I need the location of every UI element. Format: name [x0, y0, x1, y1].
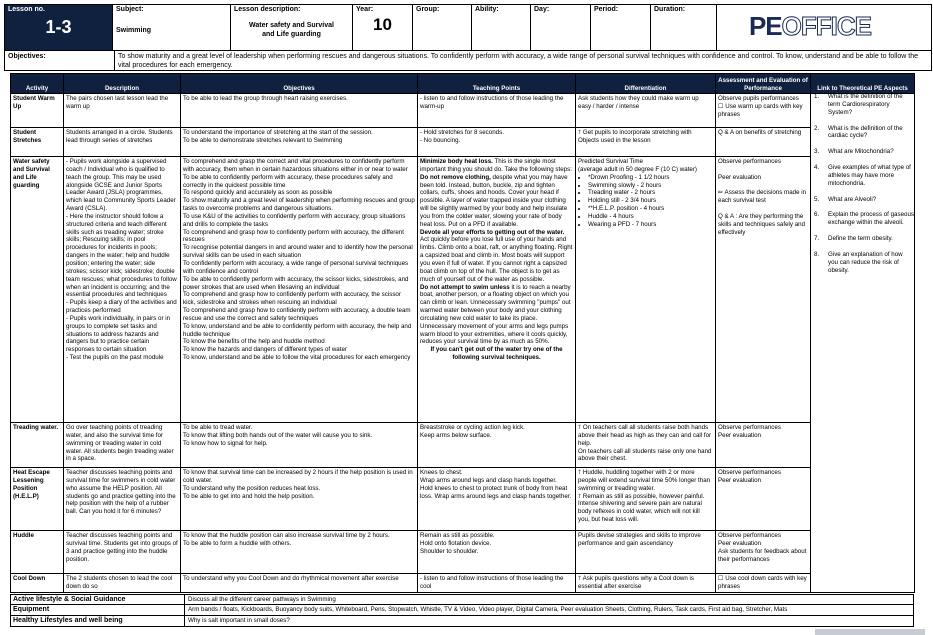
table-row [11, 574, 915, 593]
period-cell [591, 5, 651, 50]
assessment-cell: Q & A on benefits of stretching [716, 128, 811, 157]
objectives-cell: To comprehend and grasp the correct and vital procedures to confidently perform with accuracy, them when in certain hazardous situations either in or near to water To be able to confidently perform with accuracy, these procedures safely and correctly in the quickest possible time To respond quickly and accurately as soon as possible To show maturity and a great level of leadership when performing rescues and group tasks to overcome problems and dangerous situations. To use K&U of the activities to confidently perform with accuracy, group situations and drills to complete the tasks To comprehend and grasp how to confidently perform with accuracy, the different rescues To recognise potential dangers in and around water and to identify how the personal survival skills can be used in each situation To confidently perform with accuracy, a wide range of personal survival techniques with confidence and control To be able to confidently perform with accuracy, the scissor kicks, sidestrokes, and power strokes that are used when lifesaving an individual To comprehend and grasp how to confidently perform with accuracy, the scissor kick, sidestroke and strokes when rescuing an individual To comprehend and grasp how to confidently perform with accuracy, a double team rescue and use the correct and safety techniques To know, understand and be able to confidently perform with accuracy, the help and huddle technique To know the benefits of the help and huddle method To know the hazards and dangers of different types of water To know, understand and be able to follow the vital procedures for each emergency [181, 157, 418, 423]
survival-time-intro: Predicted Survival Time (average adult in 50 degree F (10 C) water) [578, 158, 697, 173]
description-value-2: and Life guarding [262, 31, 321, 38]
differentiation-cell: Pupils devise strategies and skills to improve performance and gain ascendancy [576, 531, 716, 574]
subject-label: Subject: [116, 6, 144, 13]
list-item: • Holding still - 2 3/4 hours [588, 197, 713, 205]
subject-value: Swimming [116, 27, 152, 34]
list-item: • Huddle - 4 hours [588, 213, 713, 221]
list-item: • Treading water - 2 hours [588, 189, 713, 197]
lesson-header [4, 4, 932, 51]
list-item: 2. What is the definition of the cardiac cycle? [814, 124, 903, 140]
list-item: 6. Explain the process of gaseous exchange within the alveoli. [814, 211, 914, 227]
year-cell [353, 5, 413, 50]
teaching-cell [418, 157, 576, 423]
teaching-cell: Knees to chest. Wrap arms around legs and clasp hands together. Hold knees to chest to protect trunk of body from heat loss. Wrap arms around legs and clasp hands together. [418, 468, 576, 531]
list-item: 4. Give examples of what type of athletes may have more mitochondria. [814, 164, 911, 187]
description-label: Lesson description: [234, 6, 301, 13]
theory-questions-list [814, 93, 914, 283]
teaching-cell: - Hold stretches for 8 seconds. - No bouncing. [418, 128, 576, 157]
objectives-cell: To understand why you Cool Down and do rhythmical movement after exercise [181, 574, 418, 593]
list-item: • *Drown Proofing - 1 1/2 hours [588, 174, 713, 182]
corner-decoration [815, 629, 925, 635]
objectives-cell: To know that survival time can be increased by 2 hours if the help position is used in cold water. To understand why the position reduces heat loss. To be able to get into and hold the help position. [181, 468, 418, 531]
list-item: • **H.E.L.P. position - 4 hours [588, 205, 713, 213]
day-cell [531, 5, 591, 50]
list-item: 8. Give an explanation of how you can reduce the risk of obesity. [814, 250, 903, 274]
teaching-cell: - listen to and follow instructions of those leading the warm-up [418, 94, 576, 128]
peoffice-logo: PEOFFICE [748, 11, 871, 41]
list-item: • Swimming slowly - 2 hours [588, 182, 713, 190]
description-value-1: Water safety and Survival [249, 22, 334, 29]
assessment-cell: Observe performances Peer evaluation [716, 423, 811, 468]
differentiation-cell: 🡑 Get pupils to incorporate stretching with Objects used in the lesson [576, 128, 716, 157]
footer-value: Why is salt important in small doses? [188, 617, 290, 624]
group-label: Group: [416, 6, 440, 13]
list-item: • Wearing a PFD - 7 hours [588, 221, 713, 229]
footer-equipment [10, 605, 914, 616]
survival-time-list [578, 174, 713, 229]
footer-label: Equipment [11, 605, 185, 615]
footer-label: Active lifestyle & Social Guidance [11, 595, 185, 604]
tp-text-1: despite what you may have been told. Instead, button, buckle, zip and tighten collars, cuffs, shoes and hoods. Cover your head if possible. A layer of water trapped inside your clothing will be slightly warmed by your body and help insulate you from the colder water, slowing your rate of body heat loss. Put on a PFD if available. [420, 173, 568, 228]
table-row [11, 128, 915, 157]
col-theory-links: Link to Theoretical PE Aspects [811, 74, 915, 94]
lesson-label: Lesson no. [8, 6, 45, 13]
teaching-cell: - listen to and follow instructions of those leading the cool [418, 574, 576, 593]
objectives-cell: To know that the huddle position can also increase survival time by 2 hours. To be able to form a huddle with others. [181, 531, 418, 574]
duration-cell [651, 5, 717, 50]
differentiation-cell [576, 157, 716, 423]
lesson-number-cell [5, 5, 113, 50]
table-row [11, 423, 915, 468]
assessment-cell: Observe performances Peer evaluation ✏ Assess the decisions made in each survival test Q & A : Are they performing the skills and techniques safely and effectively [716, 157, 811, 423]
col-description: Description [64, 74, 181, 94]
description-cell: Go over teaching points of treading water, and also the survival time for swimming or treading water in cold water. All students begin treading water in a space. [64, 423, 181, 468]
description-cell: - Pupils work alongside a supervised coach / Individual who is qualified to teach the group. This may be used alongside GCSE and Junior Sports Leader Award (JSLA) programmes, which lead to Community Sports Leader Award (CSLA). - Here the instructor should follow a structured criteria and teach different skills such as treading water; stroke skills; Rescuing skills; in pool procedures for incidents in pools; dangers in the water; help and huddle position; entering the water; side strokes; scissor kick; sidestroke; double team rescues; what procedures to follow when an incident is occurring; and the essential procedures and techniques - Pupils keep a diary of the activities and practices performed - Pupils work individually, in pairs or in groups to complete set tasks and situations to address hazards and dangers but to practice certain responses to certain situation - Test the pupils on the past module [64, 157, 181, 423]
activity-cell: Huddle [11, 531, 64, 574]
objectives-cell: To be able to tread water. To know that lifting both hands out of the water will cause you to sink. To know how to signal for help. [181, 423, 418, 468]
differentiation-cell: 🡑 Ask pupils questions why a Cool down is essential after exercise [576, 574, 716, 593]
table-row [11, 94, 915, 128]
table-row [11, 531, 915, 574]
description-cell: Teacher discusses teaching points and survival time. Students get into groups of 3 and practice getting into the huddle position. [64, 531, 181, 574]
ability-cell [472, 5, 531, 50]
list-item: 1. What is the definition of the term Cardiorespiratory System? [814, 93, 903, 116]
activity-cell: Cool Down [11, 574, 64, 593]
description-cell: Students arranged in a circle. Students lead through series of stretches [64, 128, 181, 157]
list-item: 5. What are Alveoli? [814, 195, 877, 203]
differentiation-cell: Ask students how they could make warm up easy / harder / intense [576, 94, 716, 128]
description-cell [231, 5, 353, 50]
col-assessment: Assessment and Evaluation of Performance [716, 74, 811, 94]
assessment-cell: Observe performances Peer evaluation Ask students for feedback about their performances [716, 531, 811, 574]
col-teaching-points: Teaching Points [418, 74, 576, 94]
tp-text-0: This is the single most important thing you should do. Take the following steps: [420, 158, 572, 173]
footer-label: Healthy Lifestyles and well being [11, 616, 185, 626]
description-cell: The pairs chosen last lesson lead the warm up [64, 94, 181, 128]
assessment-cell: Observe pupils performances ☐ Use warm up cards with key phrases [716, 94, 811, 128]
activity-cell: Heat Escape Lessening Position (H.E.L.P) [11, 468, 64, 531]
objectives-cell: To be able to lead the group through heart raising exercises. [181, 94, 418, 128]
group-cell [413, 5, 472, 50]
teaching-cell: Breaststroke or cycling action leg kick. Keep arms below surface. [418, 423, 576, 468]
footer-value: Discuss all the different career pathways in Swimming [188, 596, 336, 603]
differentiation-cell: 🡑 Huddle, huddling together with 2 or more people will extend survival time 50% longer than swimming or treading water. 🡑 Remain as still as possible, however painful. Intense shivering and severe pain are natural body reflexes in cold water, which will not kill you, but heat loss will. [576, 468, 716, 531]
tp-bold-0: Minimize body heat loss. [420, 158, 493, 165]
footer-active-lifestyle [10, 594, 914, 605]
col-differentiation: Differentiation [576, 74, 716, 94]
tp-bold-3: Do not attempt to swim unless [420, 283, 510, 291]
activity-cell: Water safety and Survival and Life guarding [11, 157, 64, 423]
table-row [11, 468, 915, 531]
duration-label: Duration: [654, 6, 686, 13]
tp-text-2: Act quickly before you lose full use of your hands and limbs. Climb onto a boat, raft, or anything floating. Right a capsized boat and climb in. Most boats will support you even if full of water. If you cannot right a capsized boat climb on top of the hull. The object is to get as much of yourself out of the water as possible. [420, 236, 573, 283]
tp-text-3: it is to reach a nearby boat, another person, or a floating object on which you can climb or lean. Unnecessary swimming "pumps" out warmed water between your body and your clothing circulating new cold water to take its place. Unnecessary movement of your arms and legs pumps warm blood to your extremities, where it cools quickly, reduces your survival time by as much as 50%. [420, 283, 571, 346]
year-value: 10 [373, 15, 392, 34]
ability-label: Ability: [475, 6, 499, 13]
objectives-bar [4, 51, 932, 71]
table-header-row [11, 74, 915, 94]
day-label: Day: [534, 6, 550, 13]
col-activity: Activity [11, 74, 64, 94]
objectives-label: Objectives: [5, 51, 115, 70]
description-cell: Teacher discusses teaching points and survival time for swimmers in cold water who assume the HELP position. All students go and practice getting into the help position with the help of a rubber ball. Can you hold it for 6 minutes? [64, 468, 181, 531]
objectives-text: To show maturity and a great level of leadership when performing rescues and dangerous situations. To confidently perform with accuracy, a wide range of personal survival techniques with confidence and control. To know, understand and be able to follow the vital procedures for each emergency. [118, 53, 919, 69]
list-item: 3. What are Mitochondria? [814, 148, 894, 156]
footer-healthy-lifestyles [10, 616, 914, 627]
assessment-cell: ☐ Use cool down cards with key phrases [716, 574, 811, 593]
table-row [11, 157, 915, 423]
differentiation-cell: 🡑 On teachers call all students raise both hands above their head as high as they can and call for help. On teachers call all students raise only one hand above their chest. [576, 423, 716, 468]
subject-cell [113, 5, 231, 50]
teaching-cell: Remain as still as possible. Hold onto flotation device. Shoulder to shoulder. [418, 531, 576, 574]
activity-cell: Student Warm Up [11, 94, 64, 128]
description-cell: The 2 students chosen to lead the cool down do so [64, 574, 181, 593]
activity-cell: Treading water. [11, 423, 64, 468]
col-objectives: Objectives [181, 74, 418, 94]
year-label: Year: [356, 6, 374, 13]
tp-footer: If you can't get out of the water try one of the following survival techniques. [430, 346, 563, 362]
lesson-plan-table [10, 73, 915, 593]
tp-bold-1: Do not remove clothing, [420, 173, 491, 181]
objectives-cell: To understand the importance of stretching at the start of the session. To be able to demonstrate stretches relevant to Swimming [181, 128, 418, 157]
footer-value: Arm bands / floats, Kickboards, Buoyancy body suits, Whiteboard, Pens, Stopwatch, Whistle, TV & Video, Video player, Digital Camera, Peer evaluation Sheets, Clothing, Rulers, Task cards, First aid bag, Stretcher, Mats [188, 606, 788, 613]
tp-bold-2: Devote all your efforts to getting out of the water. [420, 228, 565, 236]
assessment-cell: Observe performances Peer evaluation [716, 468, 811, 531]
period-label: Period: [594, 6, 619, 13]
activity-cell: Student Stretches [11, 128, 64, 157]
list-item: 7. Define the term obesity. [814, 235, 893, 243]
lesson-number: 1-3 [45, 17, 72, 37]
